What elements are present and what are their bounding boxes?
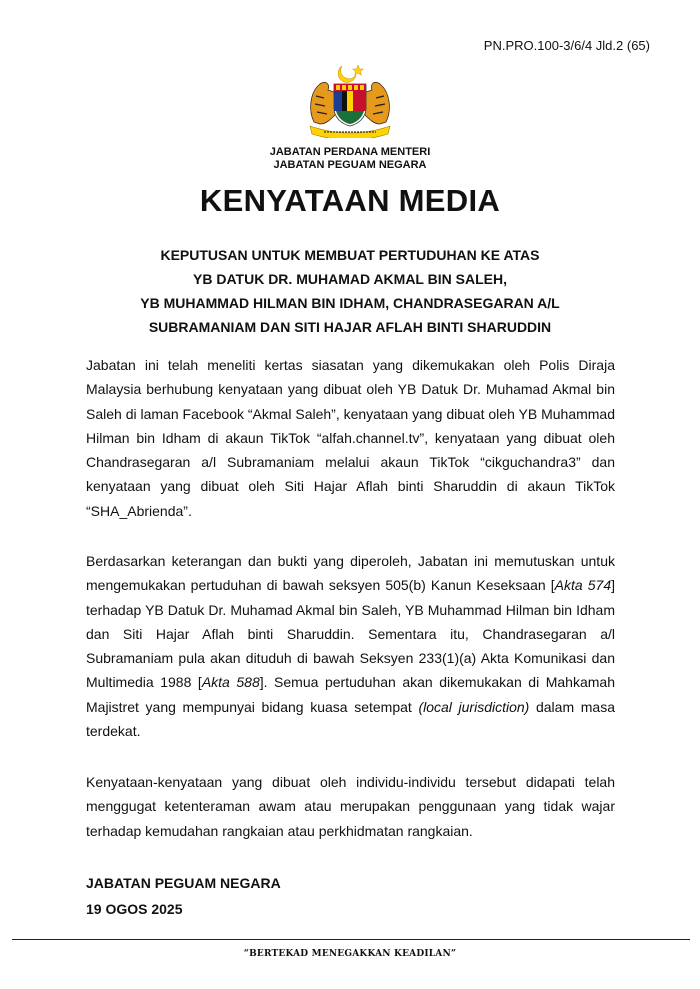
paragraph-1: Jabatan ini telah meneliti kertas siasatan yang dikemukakan oleh Polis Diraja Malaysia berhubung kenyataan yang dibuat oleh YB Datuk Dr. Muhamad Akmal bin Saleh di laman Facebook “Akmal Saleh”, kenyataan yang dibuat oleh YB Muhammad Hilman bin Idham di akaun TikTok “alfah.channel.tv”, kenyataan yang dibuat oleh Chandrasegaran a/l Subramaniam melalui akaun TikTok “cikguchandra3” dan kenyataan yang dibuat oleh Siti Hajar Aflah binti Sharuddin di akaun TikTok “SHA_Abrienda”. [86, 357, 615, 519]
headline-line: YB DATUK DR. MUHAMAD AKMAL BIN SALEH, [193, 271, 507, 287]
paragraph-3: Kenyataan-kenyataan yang dibuat oleh individu-individu tersebut didapati telah menggugat ketenteraman awam atau merupakan penggunaan yang tidak wajar terhadap kemudahan rangkaian atau perkhidmatan rangkaian. [86, 774, 615, 839]
act-574-reference: Akta 574 [554, 577, 612, 594]
footer-divider [12, 939, 690, 940]
headline-line: SUBRAMANIAM DAN SITI HAJAR AFLAH BINTI SHARUDDIN [148, 319, 552, 335]
agency-line-attorney-general-chambers: JABATAN PEGUAM NEGARA [273, 159, 427, 171]
agency-header [0, 146, 700, 172]
agency-line-prime-minister-department: JABATAN PERDANA MENTERI [269, 146, 431, 158]
headline-line: KEPUTUSAN UNTUK MEMBUAT PERTUDUHAN KE ATAS [160, 247, 540, 263]
reference-number: PN.PRO.100-3/6/4 Jld.2 (65) [483, 38, 650, 53]
document-title: KENYATAAN MEDIA [199, 183, 501, 218]
malaysia-coat-of-arms-icon [300, 62, 400, 138]
paragraph-2 [86, 549, 615, 743]
paragraph-2-text: ] terhadap YB Datuk Dr. Muhamad Akmal bin Saleh, YB Muhammad Hilman bin Idham dan Siti Hajar Aflah binti Sharuddin. Sementara itu, Chandrasegaran a/l Subramaniam pula akan dituduh di bawah Seksyen 233(1)(a) Akta Komunikasi dan Multimedia 1988 [ [86, 577, 615, 691]
signature-block [86, 870, 281, 922]
signature-date: 19 OGOS 2025 [86, 901, 183, 917]
paragraph-2-text: dalam masa terdekat. [86, 698, 615, 740]
headline [0, 243, 700, 339]
signature-organization: JABATAN PEGUAM NEGARA [86, 875, 281, 891]
paragraph-2-text: Berdasarkan keterangan dan bukti yang diperoleh, Jabatan ini memutuskan untuk mengemukakan pertuduhan di bawah seksyen 505(b) Kanun Keseksaan [ [86, 553, 615, 594]
paragraph-2-text: ]. Semua pertuduhan akan dikemukakan di Mahkamah Majistret yang mempunyai bidang kuasa setempat [86, 674, 615, 715]
headline-line: YB MUHAMMAD HILMAN BIN IDHAM, CHANDRASEGARAN A/L [140, 295, 560, 311]
act-588-reference: Akta 588 [201, 674, 260, 691]
local-jurisdiction-term: (local jurisdiction) [418, 698, 530, 715]
footer-motto: “BERTEKAD MENEGAKKAN KEADILAN” [243, 949, 457, 959]
